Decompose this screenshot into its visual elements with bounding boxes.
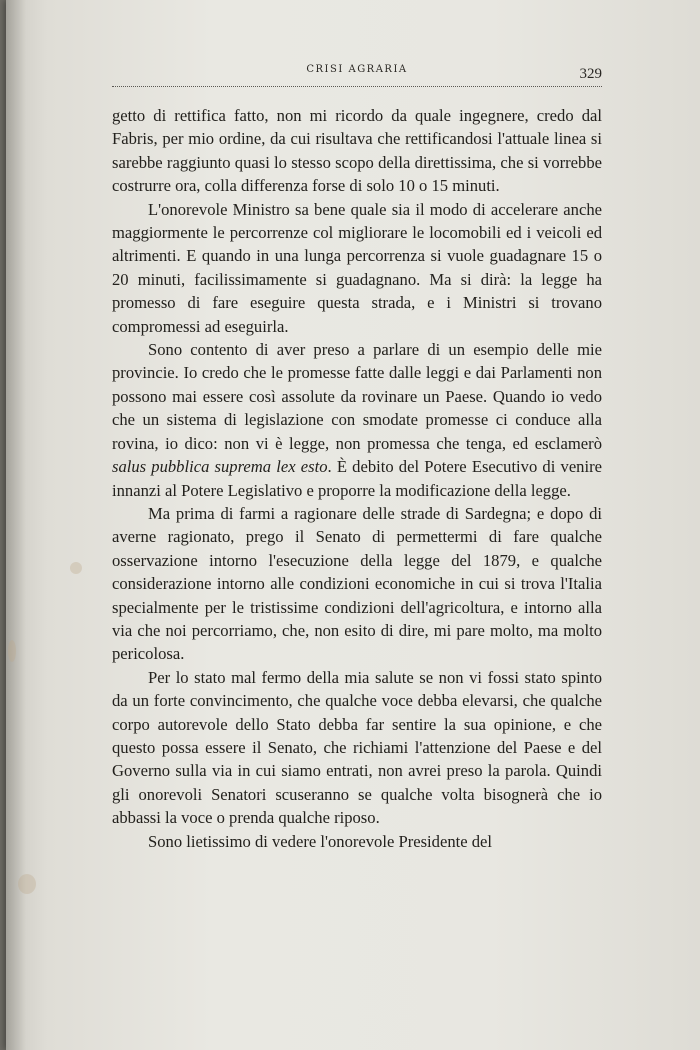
page-number: 329 [579, 66, 602, 82]
paper-stain [18, 874, 36, 894]
paragraph-text: Sono contento di aver preso a parlare di un esempio delle mie provincie. Io credo che le promesse fatte dalle leggi e dai Parlamenti non possono mai essere così assolute da rovinare un Paese. Quando io vedo che un sistema di legislazione con smodate promesse ci conduce alla rovina, io dico: non vi è legge, non promessa che tenga, ed esclamerò [112, 340, 602, 453]
running-head: CRISI AGRARIA [306, 64, 408, 75]
header-rule [112, 86, 602, 87]
paragraph: Per lo stato mal fermo della mia salute se non vi fossi stato spinto da un forte convincimento, che qualche voce debba elevarsi, che qualche corpo autorevole dello Stato debba far sentire la sua opinione, e che questo possa essere il Senato, che richiami l'attenzione del Paese e del Governo sulla via in cui siamo entrati, non avrei preso la parola. Quindi gli onorevoli Senatori scuseranno se qualche volta bisognerà che io abbassi la voce o prenda qualche riposo. [112, 667, 602, 828]
paragraph: L'onorevole Ministro sa bene quale sia il modo di accelerare anche maggiormente le percorrenze col migliorare le locomobili ed i veicoli ed altrimenti. E quando in una lunga percorrenza si vuole guadagnare 15 o 20 minuti, facilissimamente si guadagnano. Ma si dirà: la legge ha promesso di fare eseguire questa strada, e i Ministri si trovano compromessi ad eseguirla. [112, 199, 602, 336]
body-text [112, 104, 602, 853]
paragraph [112, 338, 602, 502]
paragraph: Ma prima di farmi a ragionare delle strade di Sardegna; e dopo di averne ragionato, prego il Senato di permettermi di fare qualche osservazione intorno l'esecuzione della legge del 1879, e qualche considerazione intorno alle condizioni economiche in cui si trova l'Italia specialmente per le tristissime condizioni dell'agricoltura, e intorno alla via che noi percorriamo, che, non esito di dire, mi pare molto, ma molto pericolosa. [112, 503, 602, 664]
paragraph: getto di rettifica fatto, non mi ricordo da quale ingegnere, credo dal Fabris, per mio ordine, da cui risultava che rettificandosi l'attuale linea si sarebbe raggiunto quasi lo stesso scopo della direttissima, che si vorrebbe costrurre ora, colla differenza forse di solo 10 o 15 minuti. [112, 106, 602, 196]
paper-stain [70, 562, 82, 574]
latin-phrase: salus pubblica suprema lex esto [112, 457, 328, 477]
paragraph: Sono lietissimo di vedere l'onorevole Presidente del [148, 831, 493, 851]
paper-stain [8, 640, 16, 662]
page-header [112, 64, 602, 94]
paragraph-text: . È debito del Potere Esecutivo di venire innanzi al Potere Legislativo e proporre la modificazione della legge. [112, 457, 602, 500]
